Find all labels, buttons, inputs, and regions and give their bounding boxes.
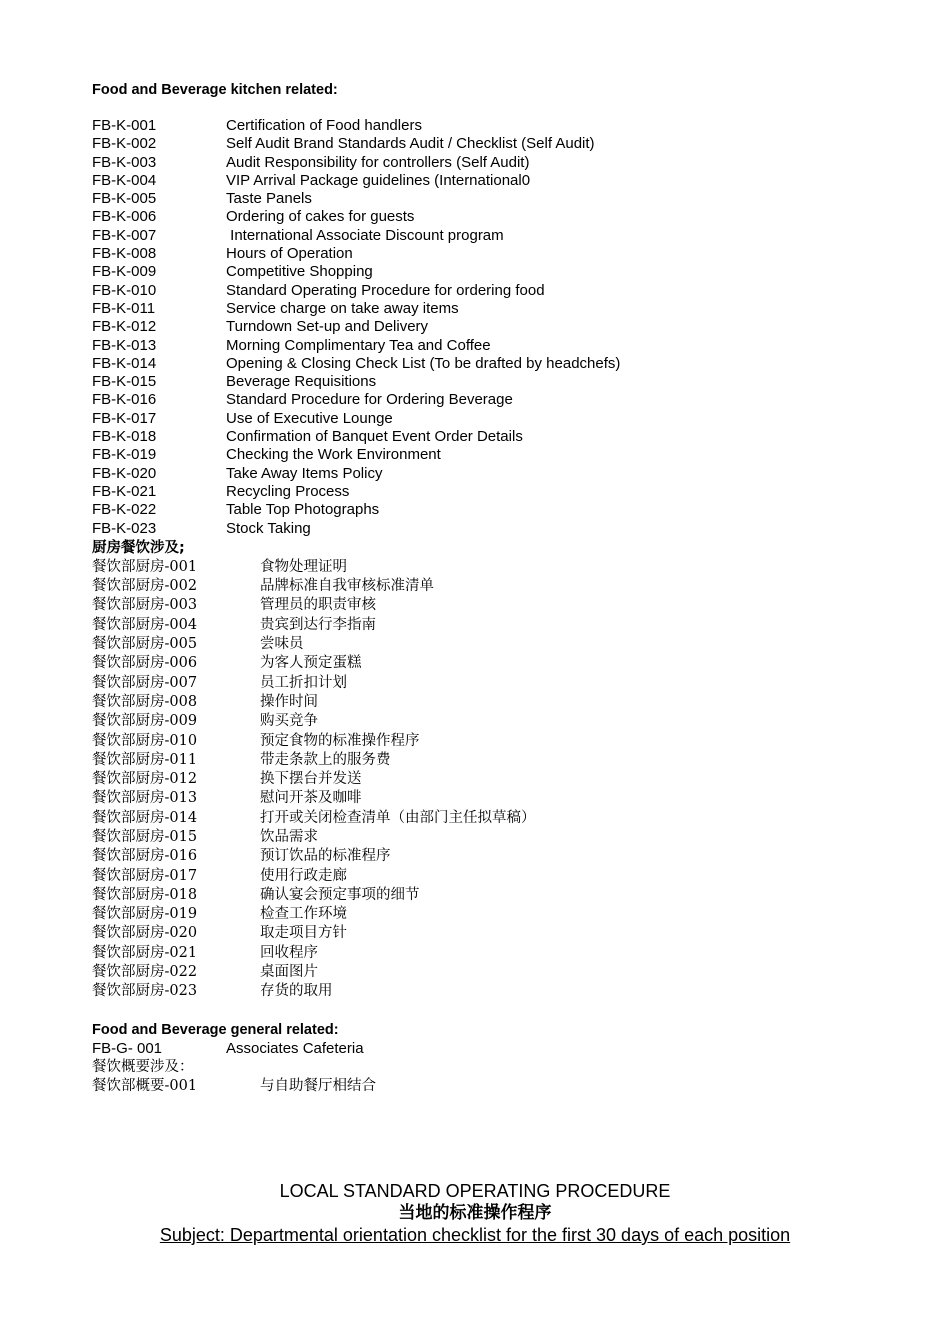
list-item	[92, 501, 892, 519]
item-title: 与自助餐厅相结合	[260, 1078, 376, 1095]
item-title: 管理员的职责审核	[260, 597, 376, 614]
item-title: 打开或关闭检查清单（由部门主任拟草稿）	[260, 809, 536, 826]
list-item	[92, 245, 892, 263]
item-title: 取走项目方针	[260, 925, 347, 942]
item-code: FB-K-016	[92, 391, 157, 409]
item-title: Certification of Food handlers	[226, 117, 422, 134]
item-code: 餐饮部厨房-023	[92, 983, 198, 1000]
item-code: 餐饮部厨房-018	[92, 886, 198, 903]
list-item	[92, 520, 892, 538]
item-title: 尝味员	[260, 636, 304, 653]
item-title: Standard Operating Procedure for ordering food	[226, 281, 545, 299]
item-code: FB-K-012	[92, 318, 157, 336]
item-title: Beverage Requisitions	[226, 373, 377, 391]
item-title: Hours of Operation	[226, 245, 353, 263]
item-code: FB-K-011	[92, 299, 156, 317]
item-title: Recycling Process	[226, 482, 350, 500]
item-code: 餐饮部厨房-003	[92, 597, 198, 614]
item-title: Standard Procedure for Ordering Beverage	[226, 391, 513, 409]
item-code: FB-K-004	[92, 171, 157, 189]
list-item	[92, 135, 892, 153]
item-title: 确认宴会预定事项的细节	[260, 886, 420, 903]
list-item	[92, 227, 892, 245]
list-item	[92, 355, 892, 373]
item-title: Use of Executive Lounge	[226, 409, 393, 427]
item-title: 预订饮品的标准程序	[260, 848, 391, 865]
item-code: 餐饮部概要-001	[92, 1078, 198, 1095]
list-item	[92, 789, 892, 808]
item-title: 贵宾到达行李指南	[260, 616, 376, 633]
document-content	[92, 80, 892, 1097]
item-code: 餐饮部厨房-016	[92, 848, 198, 865]
list-item	[92, 410, 892, 428]
item-code: 餐饮部厨房-001	[92, 558, 198, 575]
item-title: International Associate Discount program	[226, 226, 504, 244]
kitchen-zh-heading: 厨房餐饮涉及;	[92, 539, 185, 556]
item-code: 餐饮部厨房-005	[92, 636, 198, 653]
item-title: 购买竞争	[260, 713, 318, 730]
item-title: 预定食物的标准操作程序	[260, 732, 420, 749]
item-title: Morning Complimentary Tea and Coffee	[226, 336, 491, 354]
item-code: FB-K-013	[92, 336, 157, 354]
list-item	[92, 847, 892, 866]
list-item	[92, 596, 892, 615]
list-item	[92, 886, 892, 905]
item-title: 存货的取用	[260, 983, 333, 1000]
list-item	[92, 693, 892, 712]
item-code: 餐饮部厨房-002	[92, 578, 198, 595]
item-title: 员工折扣计划	[260, 674, 347, 691]
list-item	[92, 373, 892, 391]
item-code: FB-K-009	[92, 263, 157, 281]
item-code: 餐饮部厨房-008	[92, 693, 198, 710]
item-title: Turndown Set-up and Delivery	[226, 318, 429, 336]
list-item	[92, 635, 892, 654]
list-item	[92, 558, 892, 577]
item-code: 餐饮部厨房-012	[92, 771, 198, 788]
document-footer	[0, 1180, 950, 1246]
item-code: 餐饮部厨房-006	[92, 655, 198, 672]
list-item	[92, 809, 892, 828]
footer-title-en: LOCAL STANDARD OPERATING PROCEDURE	[279, 1181, 671, 1201]
list-item	[92, 1040, 892, 1058]
item-code: 餐饮部厨房-021	[92, 944, 198, 961]
list-item	[92, 867, 892, 886]
list-item	[92, 446, 892, 464]
list-item	[92, 391, 892, 409]
kitchen-zh-list	[92, 558, 892, 1002]
list-item	[92, 154, 892, 172]
item-title: 品牌标准自我审核标准清单	[260, 578, 434, 595]
item-code: 餐饮部厨房-007	[92, 674, 198, 691]
item-code: 餐饮部厨房-009	[92, 713, 198, 730]
general-list	[92, 1040, 892, 1058]
item-code: FB-K-002	[92, 135, 157, 153]
list-item	[92, 577, 892, 596]
item-title: 饮品需求	[260, 828, 318, 845]
list-item	[92, 674, 892, 693]
item-code: FB-K-020	[92, 464, 157, 482]
item-title: Take Away Items Policy	[226, 464, 383, 482]
list-item	[92, 654, 892, 673]
list-item	[92, 828, 892, 847]
item-code: FB-K-008	[92, 245, 157, 263]
list-item	[92, 208, 892, 226]
general-heading: Food and Beverage general related:	[92, 1021, 339, 1038]
list-item	[92, 282, 892, 300]
item-code: 餐饮部厨房-019	[92, 906, 198, 923]
item-code: FB-K-018	[92, 428, 157, 446]
item-title: Service charge on take away items	[226, 299, 459, 317]
item-code: 餐饮部厨房-022	[92, 964, 198, 981]
list-item	[92, 963, 892, 982]
item-title: 慰问开茶及咖啡	[260, 790, 362, 807]
item-code: FB-K-021	[92, 482, 157, 500]
list-item	[92, 318, 892, 336]
list-item	[92, 337, 892, 355]
list-item	[92, 944, 892, 963]
item-code: 餐饮部厨房-014	[92, 809, 198, 826]
item-code: FB-K-005	[92, 190, 157, 208]
item-title: Self Audit Brand Standards Audit / Checklist (Self Audit)	[226, 135, 595, 153]
list-item	[92, 616, 892, 635]
footer-title-zh: 当地的标准操作程序	[398, 1203, 552, 1223]
list-item	[92, 905, 892, 924]
item-title: Stock Taking	[226, 519, 311, 537]
item-code: FB-K-006	[92, 208, 157, 226]
item-title: Audit Responsibility for controllers (Self Audit)	[226, 153, 530, 171]
list-item	[92, 263, 892, 281]
item-title: 带走条款上的服务费	[260, 751, 391, 768]
item-code: FB-K-001	[92, 117, 157, 134]
list-item	[92, 712, 892, 731]
item-code: 餐饮部厨房-013	[92, 790, 198, 807]
item-title: VIP Arrival Package guidelines (International0	[226, 171, 531, 189]
list-item	[92, 982, 892, 1001]
item-code: 餐饮部厨房-017	[92, 867, 198, 884]
item-code: FB-K-022	[92, 501, 157, 519]
item-code: 餐饮部厨房-010	[92, 732, 198, 749]
item-title: 食物处理证明	[260, 558, 347, 575]
footer-subject: Subject: Departmental orientation checklist for the first 30 days of each position	[159, 1225, 791, 1245]
item-title: 为客人预定蛋糕	[260, 655, 362, 672]
kitchen-list	[92, 117, 892, 538]
item-code: FB-K-014	[92, 354, 157, 372]
list-item	[92, 465, 892, 483]
general-zh-heading: 餐饮概要涉及：	[92, 1058, 194, 1075]
item-title: 回收程序	[260, 944, 318, 961]
item-title: 操作时间	[260, 693, 318, 710]
item-title: Associates Cafeteria	[226, 1039, 364, 1057]
item-code: FB-K-017	[92, 409, 157, 427]
list-item	[92, 1077, 892, 1096]
list-item	[92, 924, 892, 943]
list-item	[92, 483, 892, 501]
item-code: 餐饮部厨房-011	[92, 751, 198, 768]
item-code: FB-K-023	[92, 519, 157, 537]
item-code: 餐饮部厨房-004	[92, 616, 198, 633]
item-code: FB-K-003	[92, 153, 157, 171]
list-item	[92, 190, 892, 208]
kitchen-heading: Food and Beverage kitchen related:	[92, 82, 338, 98]
list-item	[92, 428, 892, 446]
list-item	[92, 172, 892, 190]
item-title: 桌面图片	[260, 964, 318, 981]
item-title: 检查工作环境	[260, 906, 347, 923]
item-code: FB-K-015	[92, 373, 157, 391]
item-title: Checking the Work Environment	[226, 446, 441, 464]
item-title: Taste Panels	[226, 190, 312, 208]
item-title: Table Top Photographs	[226, 501, 380, 519]
list-item	[92, 751, 892, 770]
item-title: Confirmation of Banquet Event Order Details	[226, 428, 523, 446]
item-code: FB-K-007	[92, 226, 157, 244]
item-code: FB-K-010	[92, 281, 157, 299]
item-title: Opening & Closing Check List (To be drafted by headchefs)	[226, 354, 621, 372]
list-item	[92, 770, 892, 789]
item-title: Ordering of cakes for guests	[226, 208, 415, 226]
list-item	[92, 300, 892, 318]
list-item	[92, 732, 892, 751]
item-title: Competitive Shopping	[226, 263, 373, 281]
general-zh-list	[92, 1077, 892, 1096]
list-item	[92, 117, 892, 135]
item-code: FB-G- 001	[92, 1039, 163, 1057]
item-title: 使用行政走廊	[260, 867, 347, 884]
item-code: FB-K-019	[92, 446, 157, 464]
item-code: 餐饮部厨房-020	[92, 925, 198, 942]
item-title: 换下摆台并发送	[260, 771, 362, 788]
item-code: 餐饮部厨房-015	[92, 828, 198, 845]
